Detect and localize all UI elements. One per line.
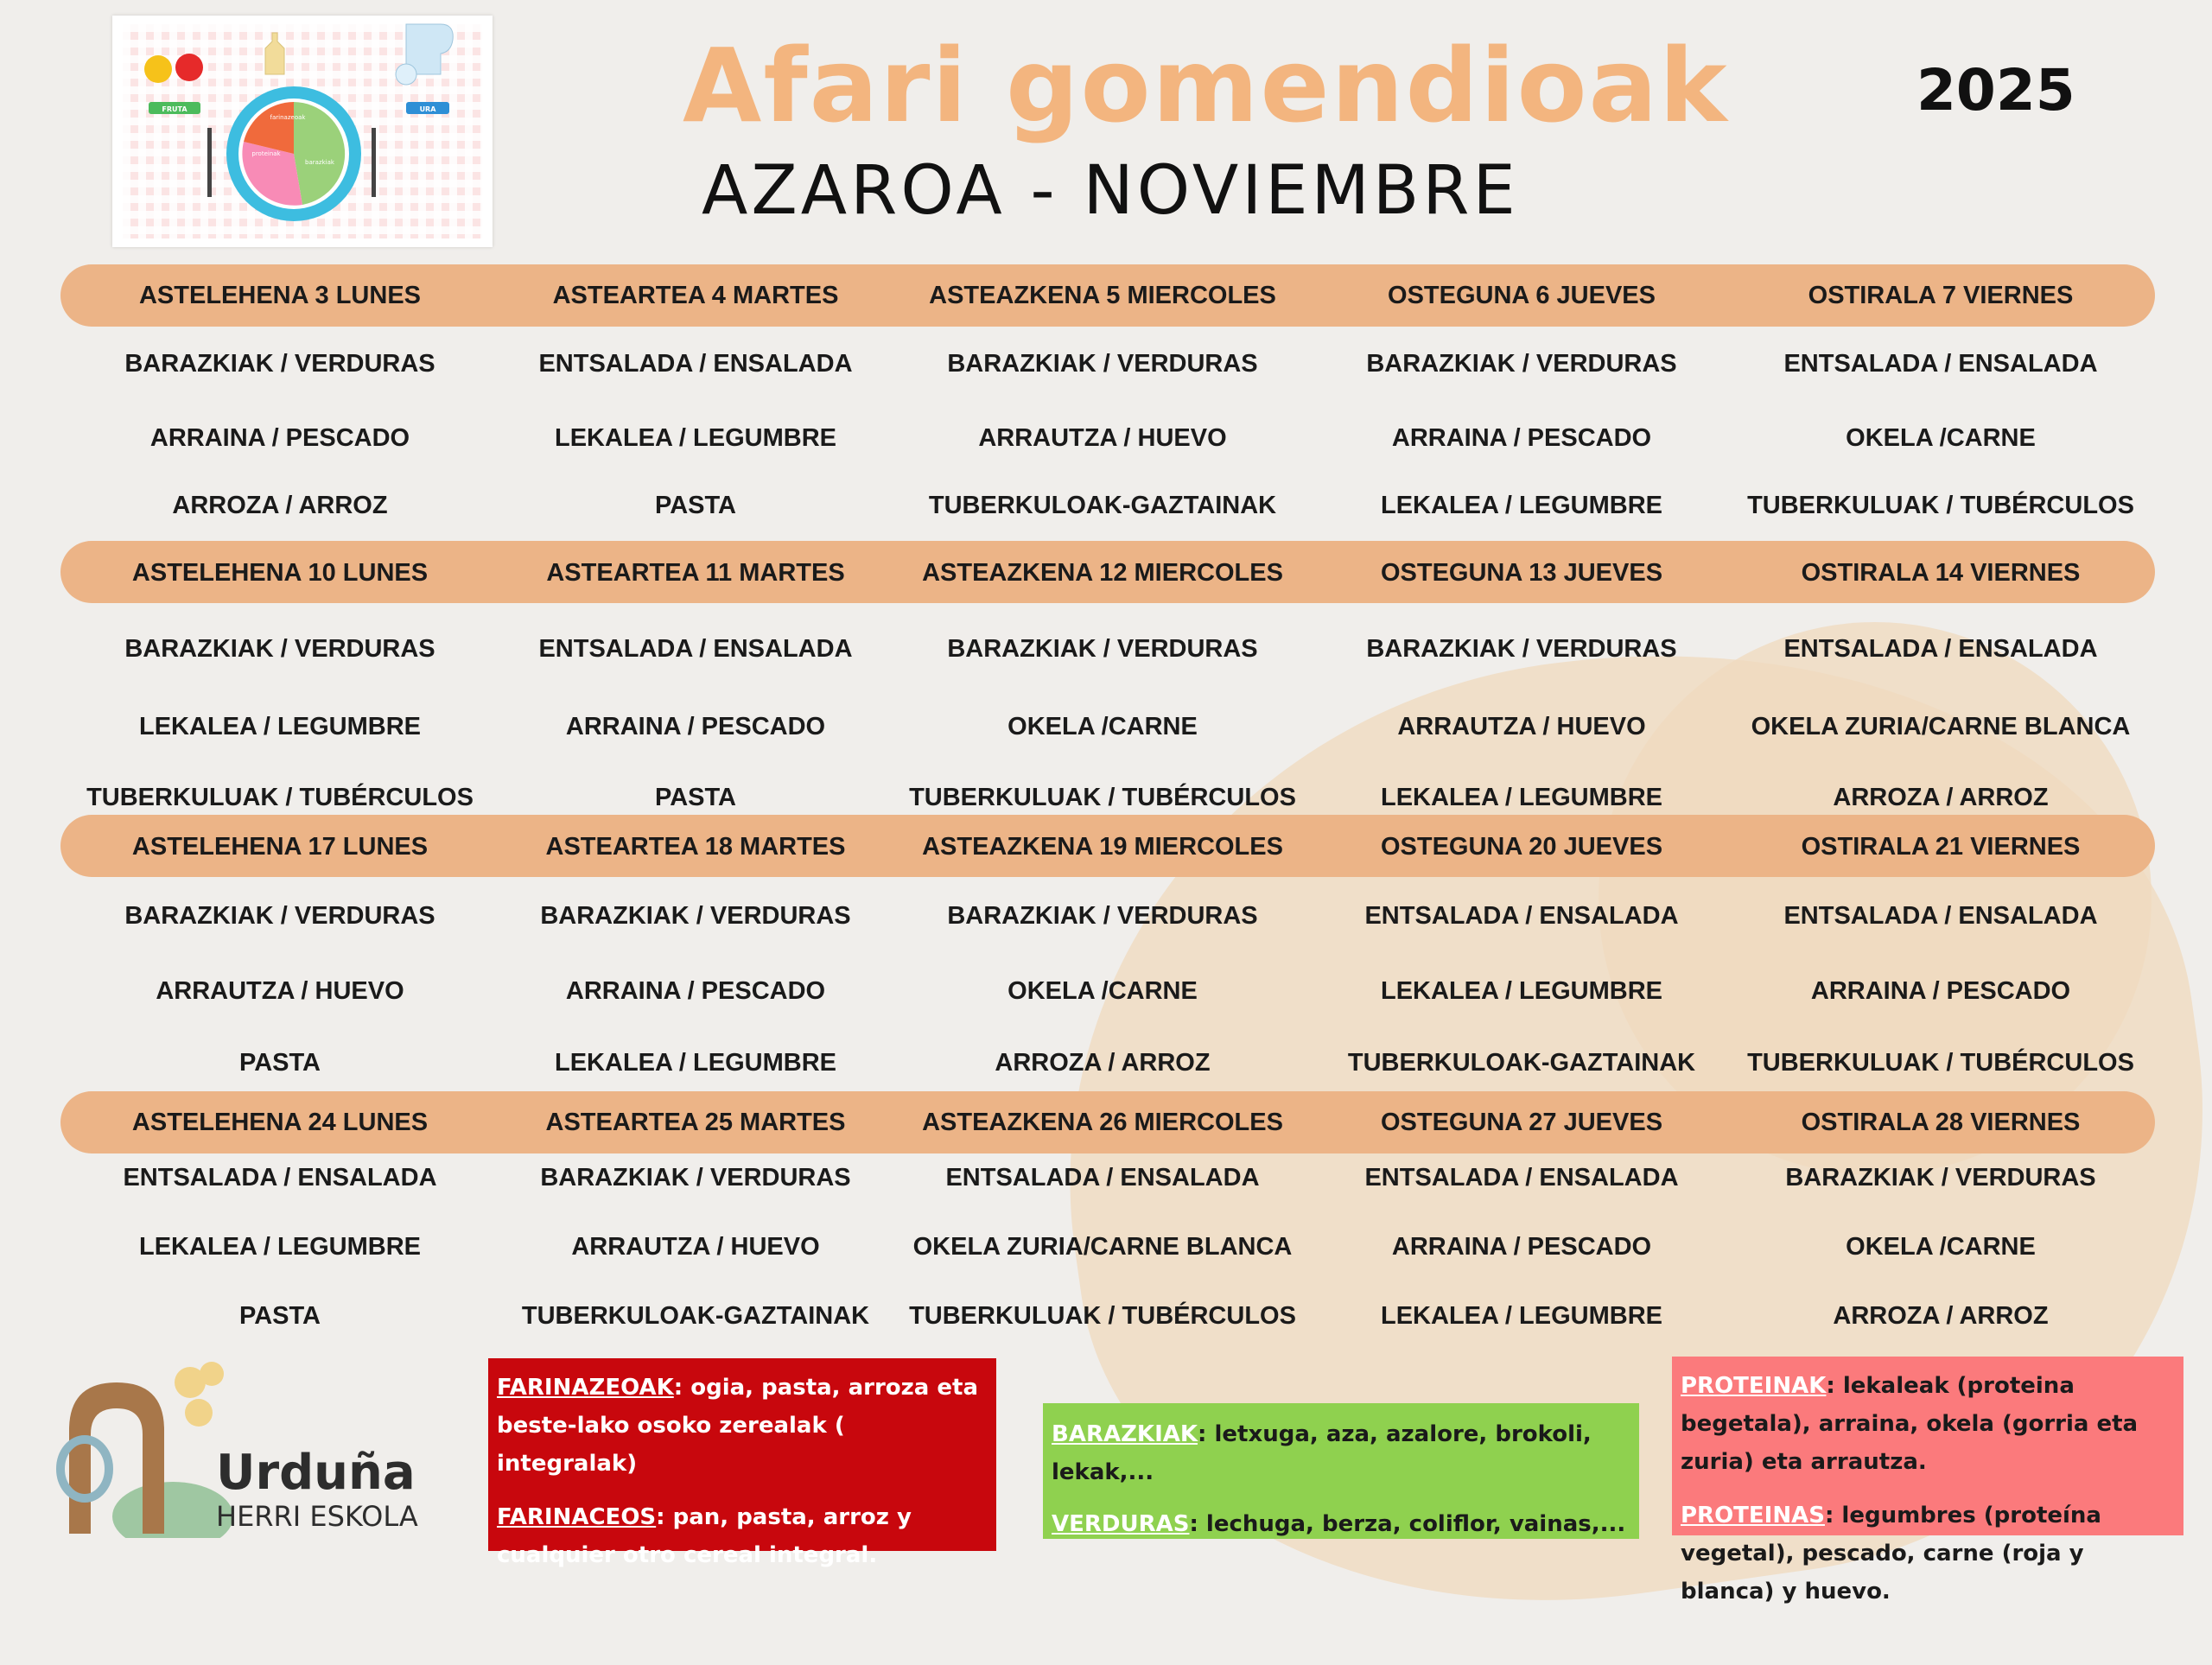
menu-item: LEKALEA / LEGUMBRE [555, 1049, 836, 1077]
day-header: OSTEGUNA 6 JUEVES [1388, 282, 1656, 309]
menu-item: BARAZKIAK / VERDURAS [947, 350, 1258, 378]
day-header: ASTEAZKENA 26 MIERCOLES [922, 1109, 1283, 1136]
menu-item: LEKALEA / LEGUMBRE [555, 424, 836, 452]
menu-item: TUBERKULUAK / TUBÉRCULOS [86, 784, 474, 811]
glass-icon [396, 64, 416, 85]
day-header: ASTEARTEA 18 MARTES [545, 833, 846, 861]
menu-item: OKELA /CARNE [1007, 977, 1198, 1005]
menu-item: ARRAINA / PESCADO [565, 977, 826, 1005]
menu-item: BARAZKIAK / VERDURAS [540, 1164, 851, 1192]
menu-item: LEKALEA / LEGUMBRE [1381, 1302, 1662, 1330]
menu-item: ENTSALADA / ENSALADA [538, 350, 853, 378]
menu-item: OKELA ZURIA/CARNE BLANCA [1751, 713, 2131, 740]
day-header: ASTELEHENA 3 LUNES [138, 282, 422, 309]
menu-item: LEKALEA / LEGUMBRE [139, 713, 421, 740]
menu-item: ENTSALADA / ENSALADA [1783, 635, 2098, 663]
orange-icon [144, 55, 172, 83]
menu-item: ENTSALADA / ENSALADA [123, 1164, 437, 1192]
day-header: OSTEGUNA 20 JUEVES [1380, 833, 1663, 861]
day-header: OSTEGUNA 13 JUEVES [1380, 559, 1663, 587]
legend-farinaceous-eu-text: : ogia, pasta, arroza eta beste-lako osoko zerealak ( integralak) [497, 1375, 978, 1477]
menu-item: BARAZKIAK / VERDURAS [1785, 1164, 2096, 1192]
day-header: OSTEGUNA 27 JUEVES [1380, 1109, 1663, 1136]
menu-item: ARROZA / ARROZ [1833, 784, 2049, 811]
menu-item: ENTSALADA / ENSALADA [1364, 1164, 1679, 1192]
legend-protein [1672, 1357, 2183, 1605]
page-title: Afari gomendioak [683, 26, 1729, 145]
school-name-block [216, 1447, 418, 1534]
legend-farinaceous-es-key: FARINACEOS [497, 1504, 657, 1530]
day-header: ASTEAZKENA 12 MIERCOLES [922, 559, 1283, 587]
vegetables-label: barazkiak [305, 159, 334, 166]
legend-protein-es-key: PROTEINAS [1681, 1503, 1825, 1528]
oil-bottle-icon [265, 33, 284, 74]
day-header: ASTELEHENA 10 LUNES [131, 559, 429, 587]
menu-item: ARRAINA / PESCADO [565, 713, 826, 740]
menu-item: ARROZA / ARROZ [995, 1049, 1211, 1077]
menu-item: TUBERKULUAK / TUBÉRCULOS [909, 784, 1296, 811]
school-subtitle: HERRI ESKOLA [216, 1500, 418, 1533]
menu-item: TUBERKULOAK-GAZTAINAK [521, 1302, 870, 1330]
menu-item: ARROZA / ARROZ [172, 492, 388, 519]
menu-item: ARRAINA / PESCADO [1810, 977, 2071, 1005]
menu-item: ARRAUTZA / HUEVO [1397, 713, 1646, 740]
day-header: ASTEAZKENA 5 MIERCOLES [929, 282, 1276, 309]
day-header: OSTIRALA 14 VIERNES [1801, 559, 2081, 587]
legend-protein-eu-text: : lekaleak (proteina begetala), arraina, okela (gorria eta zuria) eta arrautza. [1681, 1373, 2139, 1475]
menu-item: BARAZKIAK / VERDURAS [124, 350, 435, 378]
menu-item: BARAZKIAK / VERDURAS [1366, 350, 1677, 378]
menu-item: BARAZKIAK / VERDURAS [124, 635, 435, 663]
menu-item: OKELA ZURIA/CARNE BLANCA [912, 1233, 1293, 1261]
legend-vegetables-eu-key: BARAZKIAK [1052, 1421, 1198, 1447]
menu-item: PASTA [239, 1302, 321, 1330]
school-name: Urduña [216, 1445, 416, 1501]
day-header: OSTIRALA 28 VIERNES [1801, 1109, 2081, 1136]
menu-item: TUBERKULOAK-GAZTAINAK [928, 492, 1277, 519]
day-header: ASTEAZKENA 19 MIERCOLES [922, 833, 1283, 861]
menu-item: TUBERKULOAK-GAZTAINAK [1347, 1049, 1696, 1077]
menu-item: LEKALEA / LEGUMBRE [1381, 977, 1662, 1005]
menu-item: PASTA [239, 1049, 321, 1077]
menu-item: TUBERKULUAK / TUBÉRCULOS [909, 1302, 1296, 1330]
menu-item: ENTSALADA / ENSALADA [538, 635, 853, 663]
year-label: 2025 [1916, 57, 2075, 124]
day-header: ASTELEHENA 17 LUNES [131, 833, 429, 861]
menu-item: OKELA /CARNE [1007, 713, 1198, 740]
menu-item: ENTSALADA / ENSALADA [1783, 350, 2098, 378]
protein-label: proteinak [251, 150, 281, 157]
apple-icon [175, 54, 203, 81]
menu-item: LEKALEA / LEGUMBRE [1381, 784, 1662, 811]
menu-item: OKELA /CARNE [1846, 424, 2036, 452]
menu-item: PASTA [655, 784, 736, 811]
menu-item: BARAZKIAK / VERDURAS [1366, 635, 1677, 663]
day-header: ASTEARTEA 4 MARTES [552, 282, 839, 309]
day-header: ASTEARTEA 11 MARTES [546, 559, 845, 587]
logo-hill [112, 1482, 233, 1538]
logo-flower-3 [185, 1399, 213, 1427]
menu-item: LEKALEA / LEGUMBRE [1381, 492, 1662, 519]
menu-item: BARAZKIAK / VERDURAS [124, 902, 435, 930]
day-header: OSTIRALA 21 VIERNES [1801, 833, 2081, 861]
menu-item: TUBERKULUAK / TUBÉRCULOS [1747, 1049, 2134, 1077]
fruit-tag-label: FRUTA [162, 105, 188, 113]
menu-item: ARRAINA / PESCADO [1391, 1233, 1652, 1261]
menu-item: ENTSALADA / ENSALADA [1364, 902, 1679, 930]
knife-icon [372, 128, 376, 197]
logo-flower-2 [200, 1362, 224, 1386]
fork-icon [207, 128, 212, 197]
water-tag-label: URA [419, 105, 436, 113]
legend-farinaceous [488, 1358, 996, 1568]
menu-item: BARAZKIAK / VERDURAS [947, 902, 1258, 930]
menu-item: ARROZA / ARROZ [1833, 1302, 2049, 1330]
month-subtitle: AZAROA - NOVIEMBRE [702, 152, 1519, 230]
legend-farinaceous-eu-key: FARINAZEOAK [497, 1375, 674, 1401]
legend-vegetables-es-text: : lechuga, berza, coliflor, vainas,... [1189, 1511, 1626, 1537]
menu-item: ENTSALADA / ENSALADA [1783, 902, 2098, 930]
day-header: ASTEARTEA 25 MARTES [545, 1109, 846, 1136]
day-header: OSTIRALA 7 VIERNES [1808, 282, 2074, 309]
legend-vegetables [1043, 1403, 1639, 1539]
menu-item: ARRAINA / PESCADO [1391, 424, 1652, 452]
menu-item: ARRAUTZA / HUEVO [978, 424, 1227, 452]
plate-svg [112, 16, 493, 247]
day-header: ASTELEHENA 24 LUNES [131, 1109, 429, 1136]
menu-item: ARRAUTZA / HUEVO [571, 1233, 820, 1261]
menu-item: TUBERKULUAK / TUBÉRCULOS [1747, 492, 2134, 519]
farinaceous-label: farinazeoak [270, 114, 306, 121]
menu-item: BARAZKIAK / VERDURAS [947, 635, 1258, 663]
menu-item: OKELA /CARNE [1846, 1233, 2036, 1261]
menu-item: ENTSALADA / ENSALADA [945, 1164, 1260, 1192]
legend-vegetables-eu-text: : letxuga, aza, azalore, brokoli, lekak,... [1052, 1421, 1592, 1485]
legend-protein-es-text: : legumbres (proteína vegetal), pescado, carne (roja y blanca) y huevo. [1681, 1503, 2101, 1605]
menu-item: PASTA [655, 492, 736, 519]
menu-item: ARRAINA / PESCADO [149, 424, 410, 452]
menu-item: LEKALEA / LEGUMBRE [139, 1233, 421, 1261]
menu-item: ARRAUTZA / HUEVO [156, 977, 404, 1005]
legend-vegetables-es-key: VERDURAS [1052, 1511, 1190, 1537]
legend-farinaceous-es-text: : pan, pasta, arroz y cualquier otro cereal integral. [497, 1504, 912, 1568]
plate-illustration [112, 16, 493, 247]
menu-item: BARAZKIAK / VERDURAS [540, 902, 851, 930]
legend-protein-eu-key: PROTEINAK [1681, 1373, 1827, 1399]
